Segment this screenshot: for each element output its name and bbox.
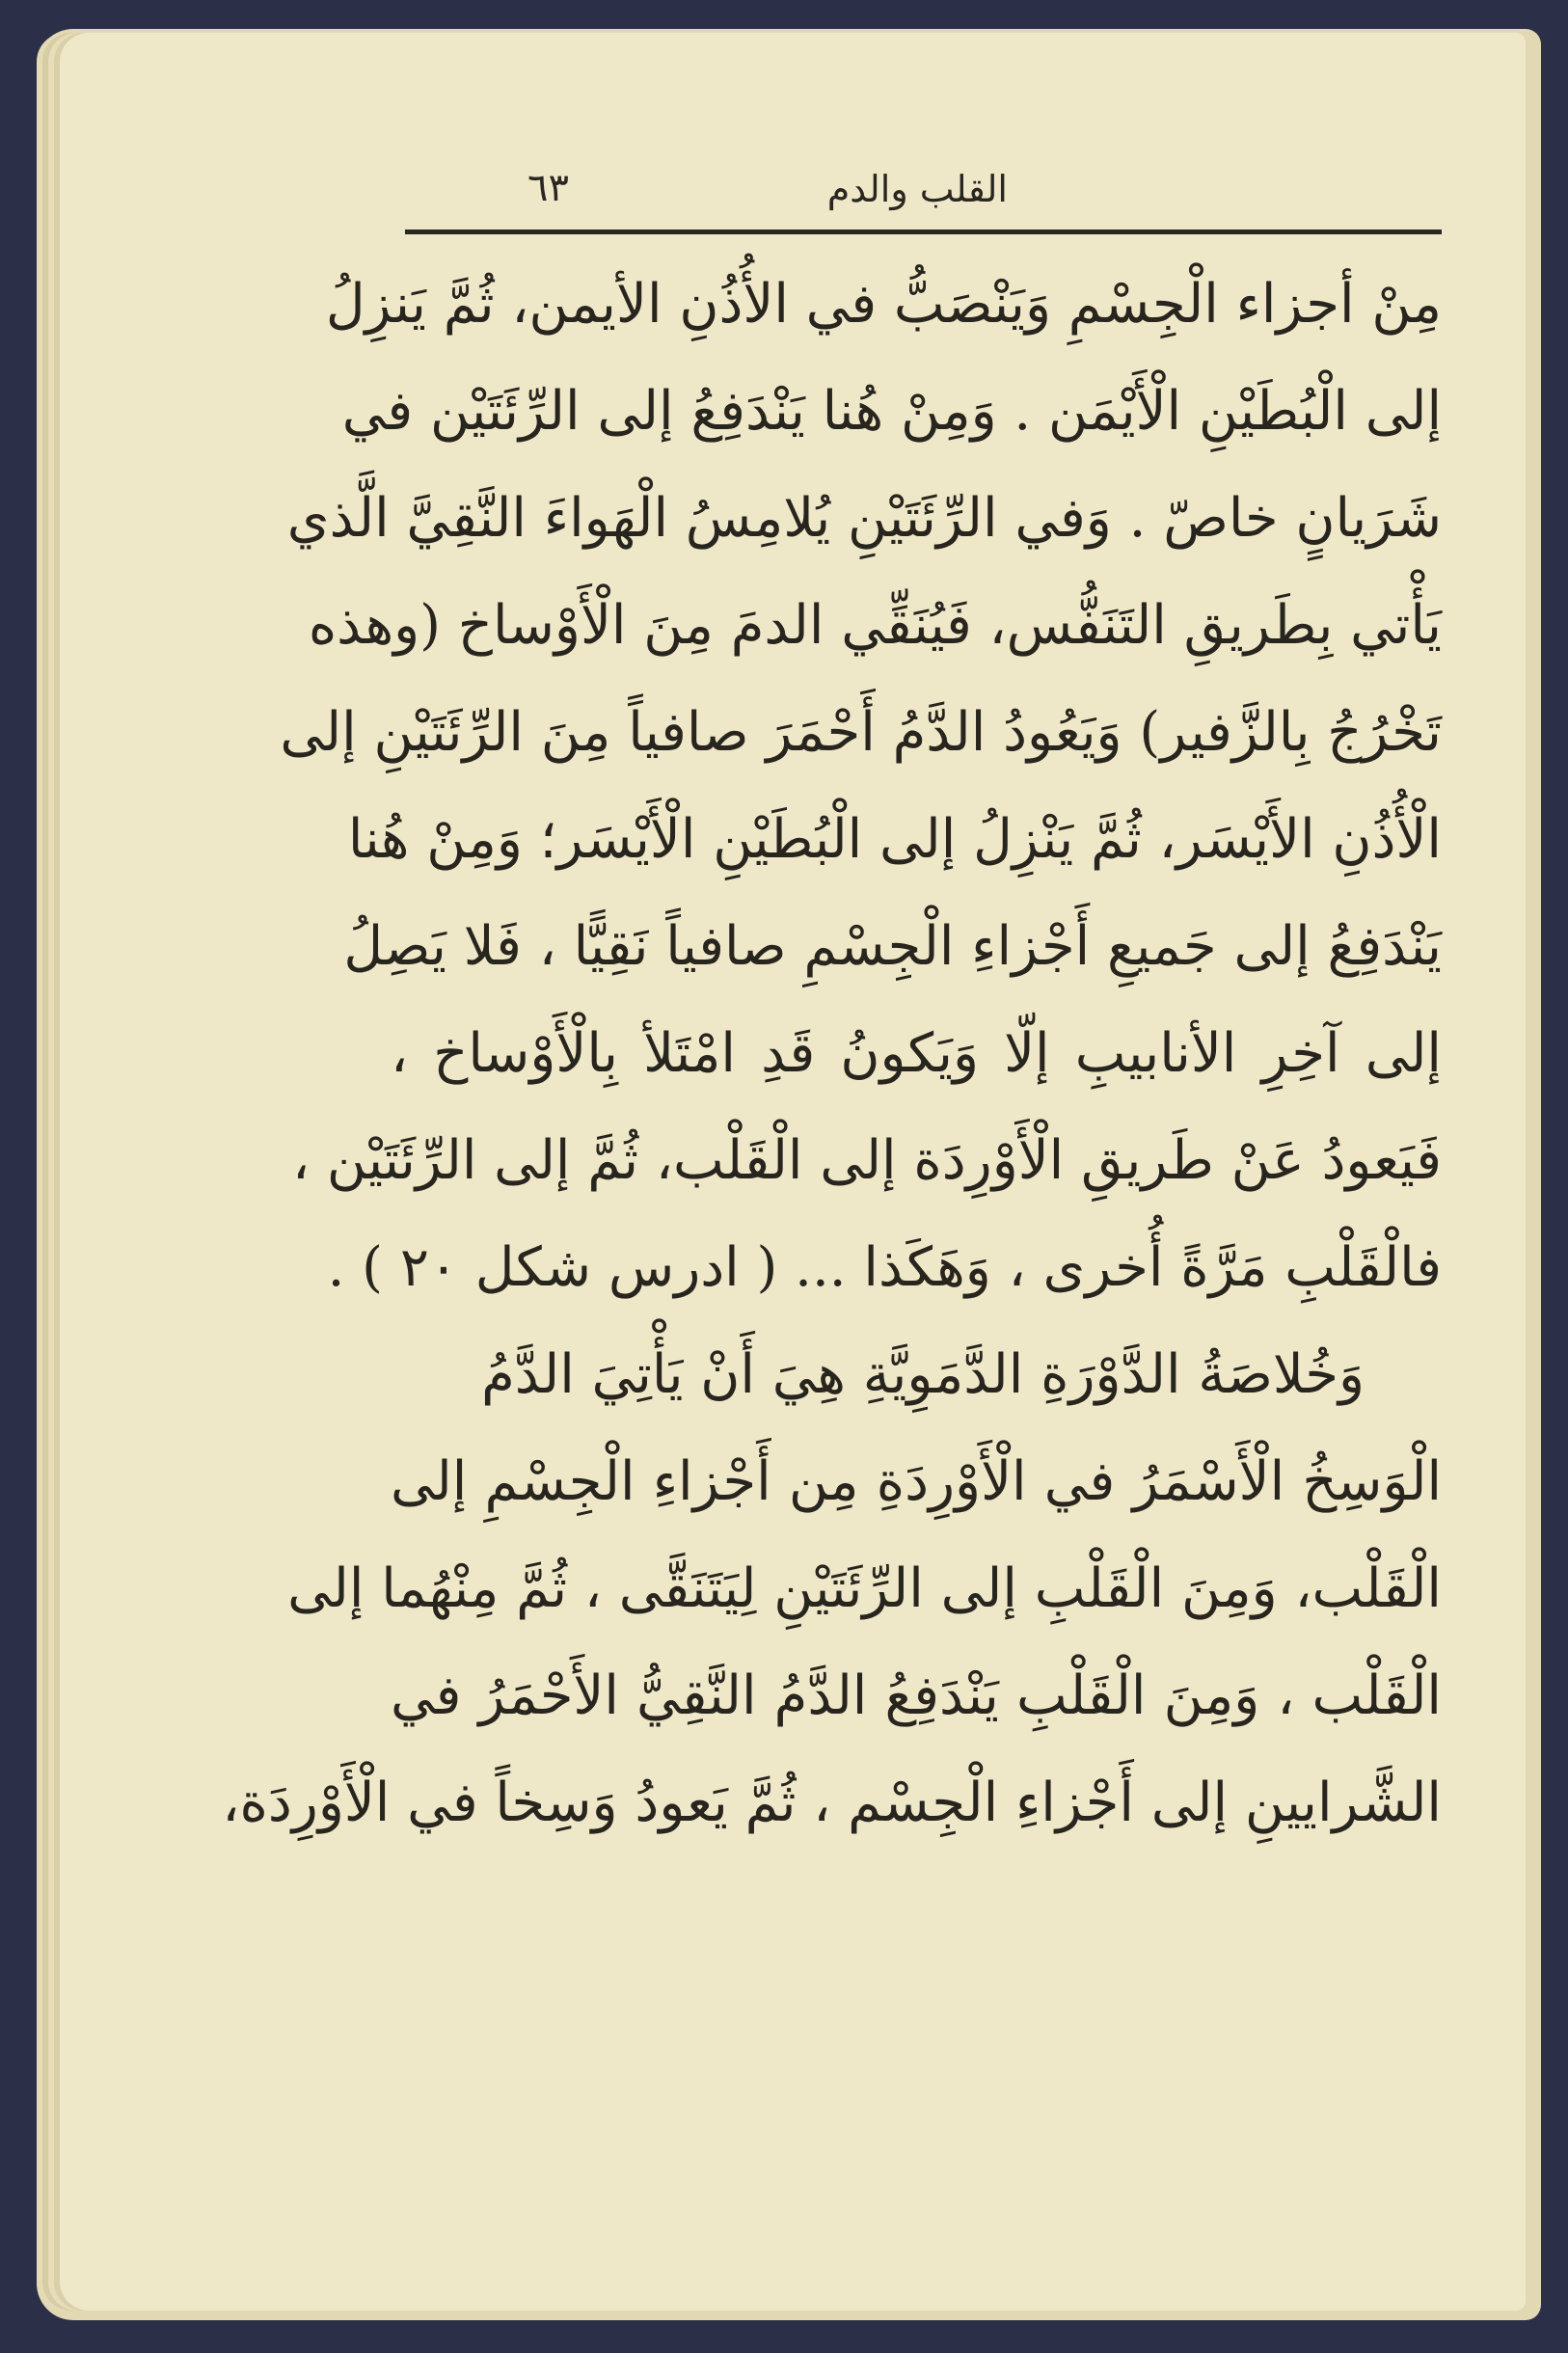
- text-line: إلى آخِرِ الأنابيبِ إلّا وَيَكونُ قَدِ امْتَلأ بِالْأَوْساخ ،: [391, 1022, 1442, 1085]
- text-line: فالْقَلْبِ مَرَّةً أُخرى ، وَهَكَذا ... ( ادرس شكل ٢٠ ) .: [327, 1236, 1442, 1299]
- text-line: يَأْتي بِطَريقِ التَنَفُّس، فَيُنَقِّي الدمَ مِنَ الْأَوْساخ (وهذه: [308, 594, 1442, 657]
- header-rule: [405, 230, 1442, 234]
- running-title: القلب والدم: [826, 168, 1008, 210]
- paragraph-first-line: وَخُلاصَةُ الدَّوْرَةِ الدَّمَوِيَّةِ هِيَ أَنْ يَأْتِيَ الدَّمُ: [481, 1343, 1365, 1406]
- text-line: الْقَلْب، وَمِنَ الْقَلْبِ إلى الرِّئَتَيْنِ لِيَتَنَقَّى ، ثُمَّ مِنْهُما إلى: [287, 1557, 1442, 1620]
- page-number: ٦٣: [527, 166, 569, 210]
- page-header: [405, 162, 1442, 230]
- text-line: الْقَلْب ، وَمِنَ الْقَلْبِ يَنْدَفِعُ الدَّمُ النَّقِيُّ الأَحْمَرُ في: [391, 1664, 1442, 1727]
- text-line: الْوَسِخُ الْأَسْمَرُ في الْأَوْرِدَةِ مِن أَجْزاءِ الْجِسْمِ إلى: [391, 1450, 1442, 1513]
- text-line: فَيَعودُ عَنْ طَريقِ الْأَوْرِدَة إلى الْقَلْب، ثُمَّ إلى الرِّئَتَيْن ،: [291, 1129, 1442, 1192]
- text-line: مِنْ أجزاء الْجِسْمِ وَيَنْصَبُّ في الأُذُنِ الأيمن، ثُمَّ يَنزِلُ: [325, 273, 1442, 336]
- text-line: شَرَيانٍ خاصّ . وَفي الرِّئَتَيْنِ يُلامِسُ الْهَواءَ النَّقِيَّ الَّذي: [286, 487, 1442, 550]
- text-line: يَنْدَفِعُ إلى جَميعِ أَجْزاءِ الْجِسْمِ صافياً نَقِيًّا ، فَلا يَصِلُ: [343, 915, 1442, 978]
- text-line: تَخْرُجُ بِالزَّفير) وَيَعُودُ الدَّمُ أَحْمَرَ صافياً مِنَ الرِّئَتَيْنِ إلى: [280, 701, 1442, 764]
- text-line: إلى الْبُطَيْنِ الْأَيْمَن . وَمِنْ هُنا يَنْدَفِعُ إلى الرِّئَتَيْن في: [341, 380, 1442, 443]
- text-line: الشَّرايينِ إلى أَجْزاءِ الْجِسْم ، ثُمَّ يَعودُ وَسِخاً في الْأَوْرِدَة،: [222, 1772, 1442, 1834]
- text-line: الْأُذُنِ الأَيْسَر، ثُمَّ يَنْزِلُ إلى الْبُطَيْنِ الْأَيْسَر؛ وَمِنْ هُنا: [347, 808, 1442, 871]
- body-text: [222, 251, 1442, 1856]
